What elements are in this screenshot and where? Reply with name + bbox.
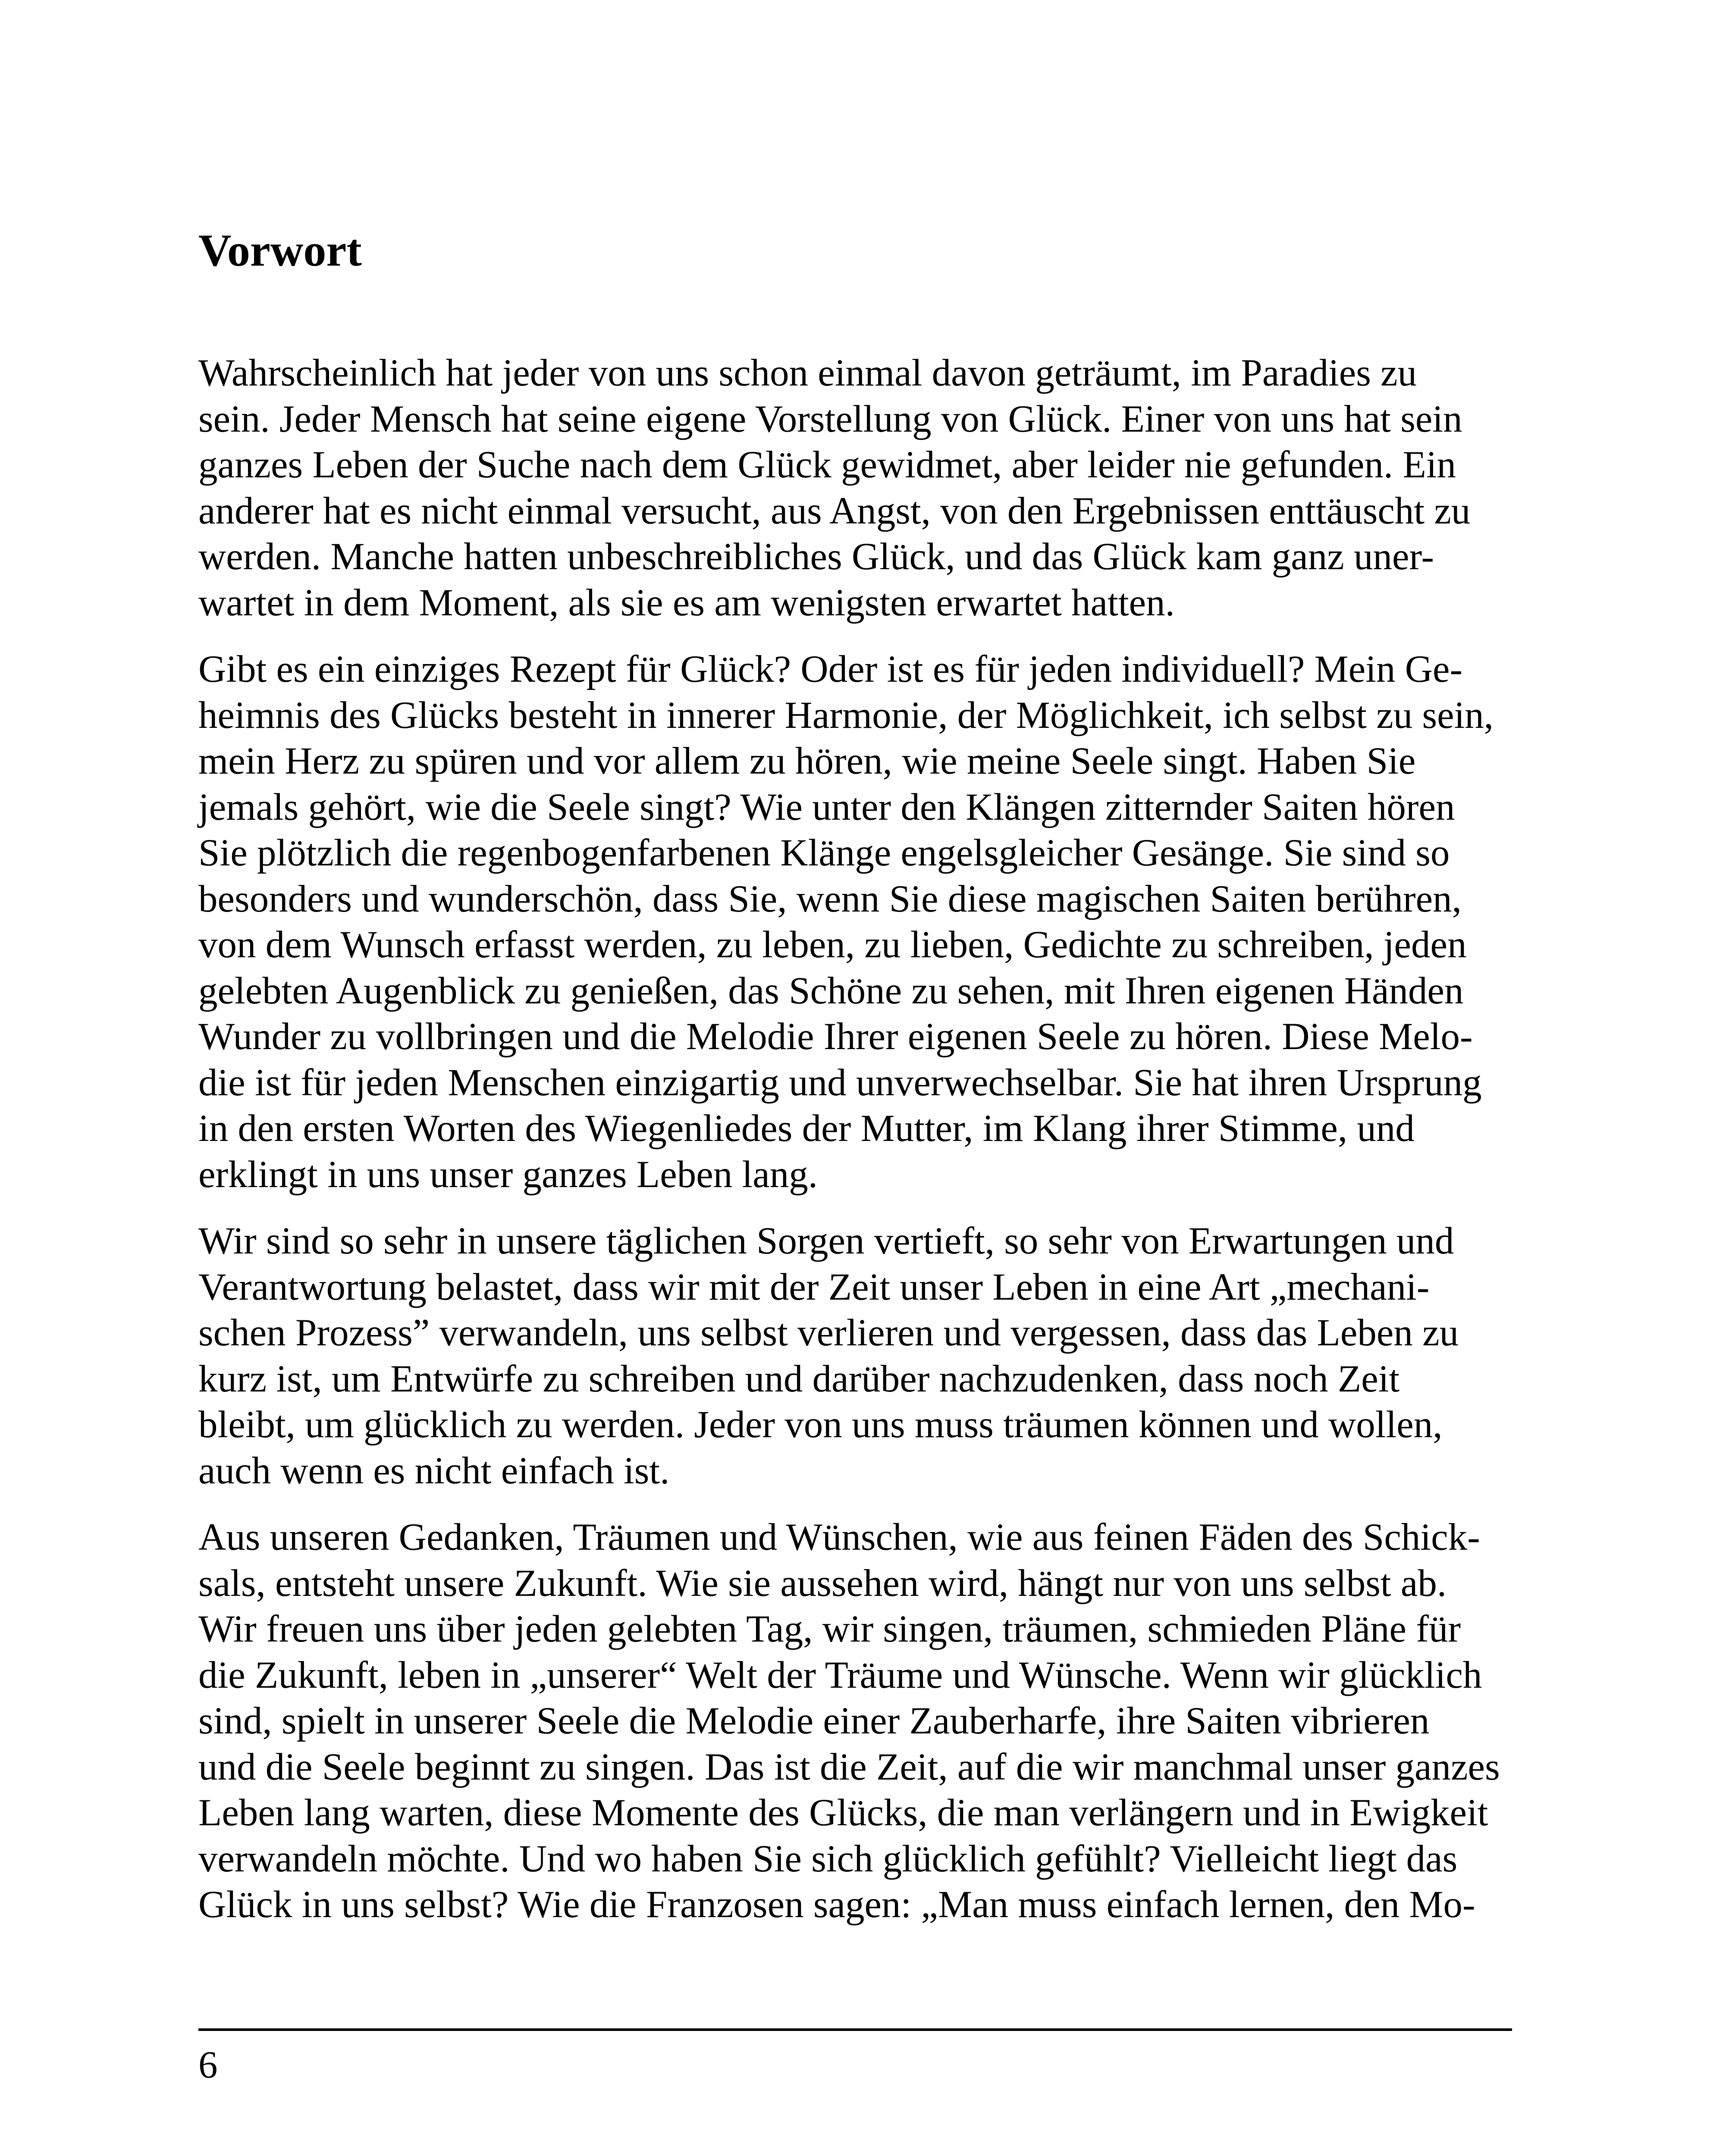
footer-divider xyxy=(198,2028,1512,2031)
paragraph: Aus unseren Gedanken, Träumen und Wünschen, wie aus feinen Fäden des Schick- sals, entsteht unsere Zukunft. Wie sie aussehen wird, hängt nur von uns selbst ab. Wir freuen uns über jeden gelebten Tag, wir singen, träumen, schmieden Pläne für die Zukunft, leben in „unserer“ Welt der Träume und Wünsche. Wenn wir glücklich sind, spielt in unserer Seele die Melodie einer Zauberharfe, ihre Saiten vibrieren und die Seele beginnt zu singen. Das ist die Zeit, auf die wir manchmal unser ganzes Leben lang warten, diese Momente des Glücks, die man verlängern und in Ewigkeit verwandeln möchte. Und wo haben Sie sich glücklich gefühlt? Vielleicht liegt das Glück in uns selbst? Wie die Franzosen sagen: „Man muss einfach lernen, den Mo- xyxy=(198,1516,1500,1926)
body-text xyxy=(198,350,1512,1949)
paragraph: Wir sind so sehr in unsere täglichen Sorgen vertieft, so sehr von Erwartungen und Verantwortung belastet, dass wir mit der Zeit unser Leben in eine Art „mechani- schen Prozess” verwandeln, uns selbst verlieren und vergessen, dass das Leben zu kurz ist, um Entwürfe zu schreiben und darüber nachzudenken, dass noch Zeit bleibt, um glücklich zu werden. Jeder von uns muss träumen können und wollen, auch wenn es nicht einfach ist. xyxy=(198,1220,1459,1492)
page-title: Vorwort xyxy=(198,225,362,276)
paragraph: Wahrscheinlich hat jeder von uns schon einmal davon geträumt, im Paradies zu sein. Jeder Mensch hat seine eigene Vorstellung von Glück. Einer von uns hat sein ganzes Leben der Suche nach dem Glück gewidmet, aber leider nie gefunden. Ein anderer hat es nicht einmal versucht, aus Angst, von den Ergebnissen enttäuscht zu werden. Manche hatten unbeschreibliches Glück, und das Glück kam ganz uner- wartet in dem Moment, als sie es am wenigsten erwartet hatten. xyxy=(198,352,1471,624)
paragraph: Gibt es ein einziges Rezept für Glück? Oder ist es für jeden individuell? Mein Ge- heimnis des Glücks besteht in innerer Harmonie, der Möglichkeit, ich selbst zu sein, mein Herz zu spüren und vor allem zu hören, wie meine Seele singt. Haben Sie jemals gehört, wie die Seele singt? Wie unter den Klängen zitternder Saiten hören Sie plötzlich die regenbogenfarbenen Klänge engelsgleicher Gesänge. Sie sind so besonders und wunderschön, dass Sie, wenn Sie diese magischen Saiten berühren, von dem Wunsch erfasst werden, zu leben, zu lieben, Gedichte zu schreiben, jeden gelebten Augenblick zu genießen, das Schöne zu sehen, mit Ihren eigenen Händen Wunder zu vollbringen und die Melodie Ihrer eigenen Seele zu hören. Diese Melo- die ist für jeden Menschen einzigartig und unverwechselbar. Sie hat ihren Ursprung in den ersten Worten des Wiegenliedes der Mutter, im Klang ihrer Stimme, und erklingt in uns unser ganzes Leben lang. xyxy=(198,648,1494,1196)
page-number: 6 xyxy=(198,2044,218,2086)
